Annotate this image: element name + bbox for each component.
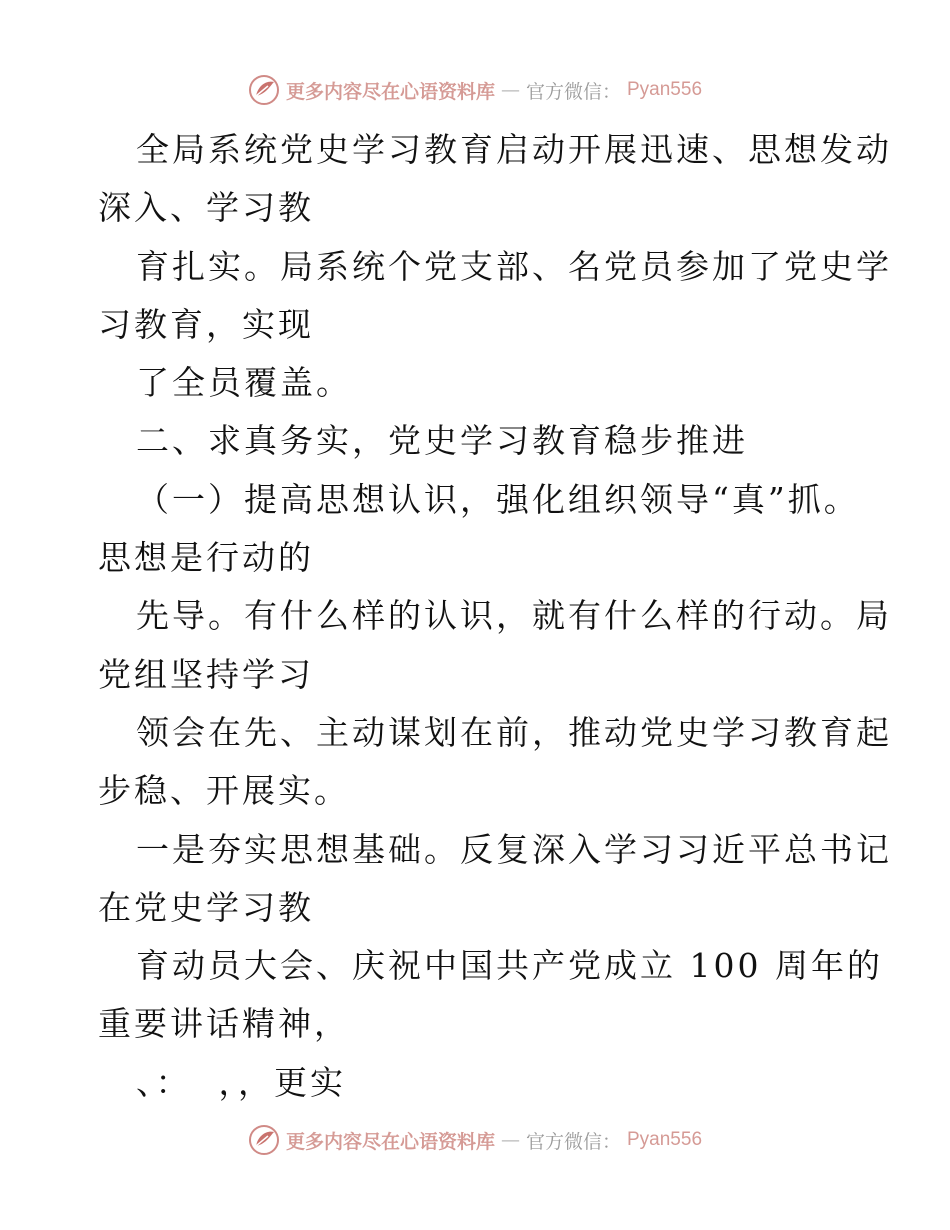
text-line-4: 习教育，实现 [98,304,314,344]
section-heading-2: 二、求真务实，党史学习教育稳步推进 [136,421,748,461]
text-line-13: 一是夯实思想基础。反复深入学习习近平总书记 [136,829,892,869]
text-line-1: 全局系统党史学习教育启动开展迅速、思想发动 [136,130,892,169]
header-watermark [0,70,950,110]
subsection-heading-1: （一）提高思想认识，强化组织领导“真”抓。 [136,479,860,519]
text-line-14: 在党史学习教 [98,887,314,927]
document-body [98,121,892,1112]
text-line-17: 、： ，，更实 [136,1062,346,1102]
text-line-9: 先导。有什么样的认识，就有什么样的行动。局 [136,596,892,636]
leaf-logo-icon [248,1124,280,1156]
footer-watermark [0,1120,950,1160]
text-line-15: 育动员大会、庆祝中国共产党成立 100 周年的 [136,946,883,986]
watermark-official-text: 官方微信： [525,80,621,103]
text-line-3: 育扎实。局系统个党支部、名党员参加了党史学 [136,246,892,286]
watermark-separator: — [500,79,520,101]
watermark-brand-text: 更多内容尽在心语资料库 [285,1130,495,1153]
watermark-brand-text: 更多内容尽在心语资料库 [285,80,495,103]
watermark-separator: — [500,1129,520,1151]
text-line-8: 思想是行动的 [98,538,314,578]
leaf-logo-icon [248,74,280,106]
text-line-12: 步稳、开展实。 [98,771,350,811]
text-line-10: 党组坚持学习 [98,654,314,694]
watermark-wechat-id: Pyan556 [627,1129,703,1150]
watermark-wechat-id: Pyan556 [627,79,703,100]
text-line-16: 重要讲话精神， [98,1004,350,1044]
watermark-official-text: 官方微信： [525,1130,621,1153]
text-line-11: 领会在先、主动谋划在前，推动党史学习教育起 [136,712,892,752]
text-line-5: 了全员覆盖。 [136,363,352,403]
text-line-2: 深入、学习教 [98,188,314,228]
